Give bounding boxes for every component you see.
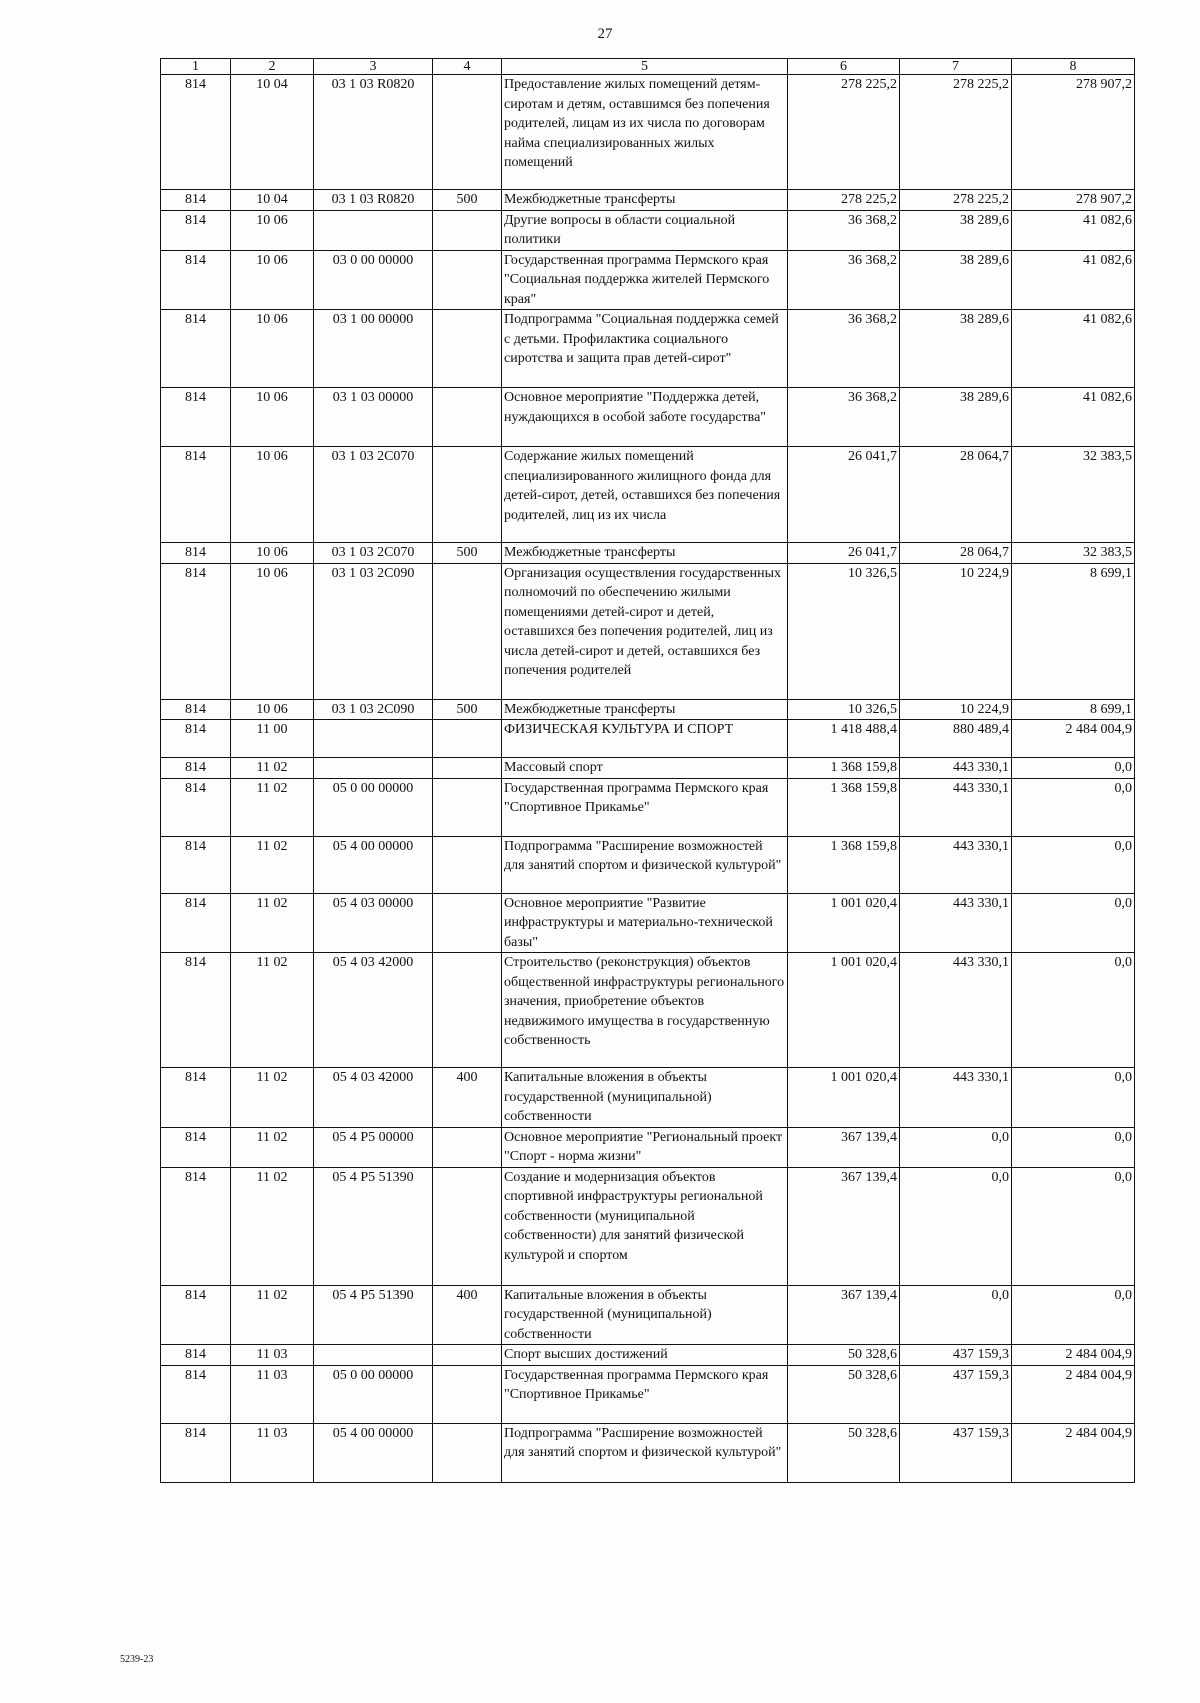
section-cell: 11 03 — [231, 1365, 314, 1423]
name-cell: Межбюджетные трансферты — [502, 543, 788, 564]
amount-year-1-cell: 367 139,4 — [788, 1285, 900, 1345]
amount-year-1-cell: 26 041,7 — [788, 543, 900, 564]
table-row — [161, 75, 1135, 190]
amount-year-1-cell: 1 418 488,4 — [788, 720, 900, 758]
expense-type-cell — [433, 250, 502, 310]
section-cell: 11 03 — [231, 1345, 314, 1366]
section-cell: 10 04 — [231, 190, 314, 211]
amount-year-2-cell: 437 159,3 — [900, 1365, 1012, 1423]
amount-year-2-cell: 10 224,9 — [900, 699, 1012, 720]
amount-year-2-cell: 443 330,1 — [900, 836, 1012, 893]
section-cell: 10 04 — [231, 75, 314, 190]
target-article-cell: 03 1 00 00000 — [314, 310, 433, 388]
column-header: 5 — [502, 59, 788, 75]
name-cell: Основное мероприятие "Развитие инфраструктуры и материально-технической базы" — [502, 893, 788, 953]
amount-year-3-cell: 32 383,5 — [1012, 447, 1135, 543]
amount-year-3-cell: 2 484 004,9 — [1012, 1345, 1135, 1366]
row-code-cell: 814 — [161, 1127, 231, 1167]
column-header: 2 — [231, 59, 314, 75]
amount-year-3-cell: 0,0 — [1012, 1068, 1135, 1128]
table-body — [161, 75, 1135, 1483]
amount-year-1-cell: 50 328,6 — [788, 1345, 900, 1366]
section-cell: 10 06 — [231, 543, 314, 564]
amount-year-2-cell: 278 225,2 — [900, 75, 1012, 190]
row-code-cell: 814 — [161, 893, 231, 953]
name-cell: Капитальные вложения в объекты государственной (муниципальной) собственности — [502, 1285, 788, 1345]
row-code-cell: 814 — [161, 699, 231, 720]
amount-year-1-cell: 10 326,5 — [788, 699, 900, 720]
table-row — [161, 563, 1135, 699]
name-cell: Строительство (реконструкция) объектов общественной инфраструктуры регионального значения, приобретение объектов недвижимого имущества в государственную собственность — [502, 953, 788, 1068]
table-row — [161, 250, 1135, 310]
amount-year-2-cell: 443 330,1 — [900, 893, 1012, 953]
table-row — [161, 447, 1135, 543]
budget-table — [160, 58, 1135, 1483]
amount-year-1-cell: 1 001 020,4 — [788, 893, 900, 953]
target-article-cell: 03 1 03 2С070 — [314, 447, 433, 543]
document-code: 5239-23 — [120, 1654, 154, 1665]
amount-year-3-cell: 2 484 004,9 — [1012, 720, 1135, 758]
row-code-cell: 814 — [161, 447, 231, 543]
target-article-cell: 05 4 03 42000 — [314, 1068, 433, 1128]
row-code-cell: 814 — [161, 75, 231, 190]
target-article-cell: 03 1 03 2С070 — [314, 543, 433, 564]
expense-type-cell — [433, 836, 502, 893]
expense-type-cell — [433, 1345, 502, 1366]
row-code-cell: 814 — [161, 1365, 231, 1423]
row-code-cell: 814 — [161, 836, 231, 893]
expense-type-cell — [433, 1423, 502, 1482]
section-cell: 10 06 — [231, 563, 314, 699]
expense-type-cell: 500 — [433, 543, 502, 564]
section-cell: 11 03 — [231, 1423, 314, 1482]
section-cell: 10 06 — [231, 210, 314, 250]
expense-type-cell — [433, 778, 502, 836]
row-code-cell: 814 — [161, 310, 231, 388]
header-row — [161, 59, 1135, 75]
amount-year-2-cell: 38 289,6 — [900, 388, 1012, 447]
amount-year-2-cell: 278 225,2 — [900, 190, 1012, 211]
table-row — [161, 1068, 1135, 1128]
amount-year-1-cell: 1 001 020,4 — [788, 1068, 900, 1128]
expense-type-cell: 500 — [433, 699, 502, 720]
table-row — [161, 953, 1135, 1068]
row-code-cell: 814 — [161, 563, 231, 699]
amount-year-1-cell: 26 041,7 — [788, 447, 900, 543]
section-cell: 11 02 — [231, 953, 314, 1068]
expense-type-cell — [433, 758, 502, 779]
expense-type-cell — [433, 75, 502, 190]
name-cell: Подпрограмма "Расширение возможностей для занятий спортом и физической культурой" — [502, 1423, 788, 1482]
section-cell: 11 02 — [231, 1167, 314, 1285]
name-cell: Подпрограмма "Расширение возможностей для занятий спортом и физической культурой" — [502, 836, 788, 893]
row-code-cell: 814 — [161, 1167, 231, 1285]
expense-type-cell — [433, 563, 502, 699]
target-article-cell: 05 4 P5 51390 — [314, 1167, 433, 1285]
amount-year-2-cell: 28 064,7 — [900, 447, 1012, 543]
section-cell: 11 02 — [231, 1285, 314, 1345]
row-code-cell: 814 — [161, 1285, 231, 1345]
expense-type-cell — [433, 893, 502, 953]
name-cell: Государственная программа Пермского края "Социальная поддержка жителей Пермского края" — [502, 250, 788, 310]
target-article-cell: 03 1 03 2С090 — [314, 699, 433, 720]
amount-year-1-cell: 1 368 159,8 — [788, 758, 900, 779]
amount-year-3-cell: 0,0 — [1012, 836, 1135, 893]
table-row — [161, 388, 1135, 447]
amount-year-3-cell: 2 484 004,9 — [1012, 1365, 1135, 1423]
amount-year-2-cell: 443 330,1 — [900, 953, 1012, 1068]
expense-type-cell: 500 — [433, 190, 502, 211]
row-code-cell: 814 — [161, 250, 231, 310]
target-article-cell: 03 1 03 2С090 — [314, 563, 433, 699]
amount-year-2-cell: 38 289,6 — [900, 210, 1012, 250]
target-article-cell — [314, 210, 433, 250]
section-cell: 11 02 — [231, 758, 314, 779]
expense-type-cell — [433, 1127, 502, 1167]
amount-year-3-cell: 2 484 004,9 — [1012, 1423, 1135, 1482]
amount-year-1-cell: 367 139,4 — [788, 1127, 900, 1167]
row-code-cell: 814 — [161, 543, 231, 564]
amount-year-3-cell: 41 082,6 — [1012, 310, 1135, 388]
amount-year-3-cell: 0,0 — [1012, 778, 1135, 836]
section-cell: 11 02 — [231, 1127, 314, 1167]
section-cell: 10 06 — [231, 447, 314, 543]
amount-year-2-cell: 443 330,1 — [900, 758, 1012, 779]
amount-year-1-cell: 1 368 159,8 — [788, 778, 900, 836]
amount-year-3-cell: 8 699,1 — [1012, 563, 1135, 699]
name-cell: Создание и модернизация объектов спортивной инфраструктуры региональной собственности (муниципальной собственности) для занятий физической культурой и спортом — [502, 1167, 788, 1285]
name-cell: Межбюджетные трансферты — [502, 190, 788, 211]
section-cell: 10 06 — [231, 250, 314, 310]
column-header: 7 — [900, 59, 1012, 75]
row-code-cell: 814 — [161, 1423, 231, 1482]
amount-year-3-cell: 0,0 — [1012, 953, 1135, 1068]
section-cell: 11 00 — [231, 720, 314, 758]
amount-year-1-cell: 36 368,2 — [788, 388, 900, 447]
column-header: 1 — [161, 59, 231, 75]
amount-year-3-cell: 0,0 — [1012, 1167, 1135, 1285]
target-article-cell: 05 4 P5 51390 — [314, 1285, 433, 1345]
name-cell: Основное мероприятие "Поддержка детей, нуждающихся в особой заботе государства" — [502, 388, 788, 447]
name-cell: Содержание жилых помещений специализированного жилищного фонда для детей-сирот, детей, оставшихся без попечения родителей, лиц из их числа — [502, 447, 788, 543]
amount-year-2-cell: 0,0 — [900, 1167, 1012, 1285]
expense-type-cell — [433, 1365, 502, 1423]
row-code-cell: 814 — [161, 1068, 231, 1128]
amount-year-1-cell: 278 225,2 — [788, 75, 900, 190]
amount-year-1-cell: 36 368,2 — [788, 310, 900, 388]
amount-year-1-cell: 50 328,6 — [788, 1423, 900, 1482]
target-article-cell — [314, 758, 433, 779]
table-row — [161, 758, 1135, 779]
amount-year-3-cell: 278 907,2 — [1012, 190, 1135, 211]
row-code-cell: 814 — [161, 1345, 231, 1366]
amount-year-3-cell: 8 699,1 — [1012, 699, 1135, 720]
table-row — [161, 699, 1135, 720]
name-cell: Другие вопросы в области социальной политики — [502, 210, 788, 250]
amount-year-2-cell: 880 489,4 — [900, 720, 1012, 758]
expense-type-cell — [433, 953, 502, 1068]
table-row — [161, 1423, 1135, 1482]
amount-year-2-cell: 437 159,3 — [900, 1423, 1012, 1482]
row-code-cell: 814 — [161, 778, 231, 836]
expense-type-cell — [433, 1167, 502, 1285]
column-header: 4 — [433, 59, 502, 75]
section-cell: 11 02 — [231, 836, 314, 893]
target-article-cell: 03 1 03 00000 — [314, 388, 433, 447]
name-cell: Межбюджетные трансферты — [502, 699, 788, 720]
expense-type-cell: 400 — [433, 1068, 502, 1128]
table-row — [161, 1285, 1135, 1345]
expense-type-cell — [433, 447, 502, 543]
amount-year-1-cell: 50 328,6 — [788, 1365, 900, 1423]
expense-type-cell — [433, 388, 502, 447]
amount-year-2-cell: 38 289,6 — [900, 310, 1012, 388]
target-article-cell: 03 1 03 R0820 — [314, 75, 433, 190]
target-article-cell: 05 4 P5 00000 — [314, 1127, 433, 1167]
amount-year-1-cell: 36 368,2 — [788, 250, 900, 310]
row-code-cell: 814 — [161, 190, 231, 211]
amount-year-2-cell: 0,0 — [900, 1285, 1012, 1345]
name-cell: Государственная программа Пермского края "Спортивное Прикамье" — [502, 1365, 788, 1423]
amount-year-3-cell: 0,0 — [1012, 1285, 1135, 1345]
table-row — [161, 778, 1135, 836]
expense-type-cell — [433, 720, 502, 758]
target-article-cell: 05 4 03 42000 — [314, 953, 433, 1068]
target-article-cell: 05 4 03 00000 — [314, 893, 433, 953]
amount-year-3-cell: 41 082,6 — [1012, 210, 1135, 250]
amount-year-3-cell: 41 082,6 — [1012, 250, 1135, 310]
table-row — [161, 836, 1135, 893]
amount-year-2-cell: 0,0 — [900, 1127, 1012, 1167]
table-row — [161, 1127, 1135, 1167]
amount-year-1-cell: 278 225,2 — [788, 190, 900, 211]
row-code-cell: 814 — [161, 953, 231, 1068]
table-row — [161, 310, 1135, 388]
table-row — [161, 210, 1135, 250]
target-article-cell: 05 0 00 00000 — [314, 1365, 433, 1423]
table-row — [161, 893, 1135, 953]
amount-year-2-cell: 437 159,3 — [900, 1345, 1012, 1366]
column-header: 8 — [1012, 59, 1135, 75]
amount-year-3-cell: 32 383,5 — [1012, 543, 1135, 564]
column-header: 3 — [314, 59, 433, 75]
name-cell: Организация осуществления государственных полномочий по обеспечению жилыми помещениями детей-сирот и детей, оставшихся без попечения родителей, лиц из числа детей-сирот и детей, оставшихся без попечения родителей — [502, 563, 788, 699]
name-cell: Капитальные вложения в объекты государственной (муниципальной) собственности — [502, 1068, 788, 1128]
section-cell: 11 02 — [231, 1068, 314, 1128]
table-row — [161, 190, 1135, 211]
name-cell: Государственная программа Пермского края "Спортивное Прикамье" — [502, 778, 788, 836]
amount-year-2-cell: 38 289,6 — [900, 250, 1012, 310]
table-row — [161, 543, 1135, 564]
section-cell: 10 06 — [231, 388, 314, 447]
amount-year-2-cell: 28 064,7 — [900, 543, 1012, 564]
amount-year-1-cell: 1 001 020,4 — [788, 953, 900, 1068]
target-article-cell: 05 4 00 00000 — [314, 1423, 433, 1482]
amount-year-2-cell: 10 224,9 — [900, 563, 1012, 699]
section-cell: 11 02 — [231, 893, 314, 953]
expense-type-cell — [433, 310, 502, 388]
amount-year-1-cell: 367 139,4 — [788, 1167, 900, 1285]
table-row — [161, 1365, 1135, 1423]
expense-type-cell: 400 — [433, 1285, 502, 1345]
amount-year-2-cell: 443 330,1 — [900, 1068, 1012, 1128]
amount-year-1-cell: 10 326,5 — [788, 563, 900, 699]
name-cell: Подпрограмма "Социальная поддержка семей с детьми. Профилактика социального сиротства и защита прав детей-сирот" — [502, 310, 788, 388]
name-cell: Массовый спорт — [502, 758, 788, 779]
name-cell: Спорт высших достижений — [502, 1345, 788, 1366]
section-cell: 11 02 — [231, 778, 314, 836]
name-cell: Основное мероприятие "Региональный проект "Спорт - норма жизни" — [502, 1127, 788, 1167]
target-article-cell: 03 0 00 00000 — [314, 250, 433, 310]
table-row — [161, 1167, 1135, 1285]
amount-year-3-cell: 278 907,2 — [1012, 75, 1135, 190]
target-article-cell — [314, 1345, 433, 1366]
expense-type-cell — [433, 210, 502, 250]
amount-year-2-cell: 443 330,1 — [900, 778, 1012, 836]
row-code-cell: 814 — [161, 388, 231, 447]
row-code-cell: 814 — [161, 720, 231, 758]
table-row — [161, 1345, 1135, 1366]
row-code-cell: 814 — [161, 758, 231, 779]
table-row — [161, 720, 1135, 758]
amount-year-3-cell: 0,0 — [1012, 1127, 1135, 1167]
target-article-cell: 03 1 03 R0820 — [314, 190, 433, 211]
page-number: 27 — [597, 26, 613, 42]
name-cell: Предоставление жилых помещений детям-сиротам и детям, оставшимся без попечения родителей, лицам из их числа по договорам найма специализированных жилых помещений — [502, 75, 788, 190]
section-cell: 10 06 — [231, 699, 314, 720]
name-cell: ФИЗИЧЕСКАЯ КУЛЬТУРА И СПОРТ — [502, 720, 788, 758]
section-cell: 10 06 — [231, 310, 314, 388]
amount-year-3-cell: 41 082,6 — [1012, 388, 1135, 447]
row-code-cell: 814 — [161, 210, 231, 250]
column-header: 6 — [788, 59, 900, 75]
target-article-cell: 05 0 00 00000 — [314, 778, 433, 836]
amount-year-1-cell: 36 368,2 — [788, 210, 900, 250]
target-article-cell — [314, 720, 433, 758]
amount-year-3-cell: 0,0 — [1012, 758, 1135, 779]
target-article-cell: 05 4 00 00000 — [314, 836, 433, 893]
amount-year-3-cell: 0,0 — [1012, 893, 1135, 953]
amount-year-1-cell: 1 368 159,8 — [788, 836, 900, 893]
